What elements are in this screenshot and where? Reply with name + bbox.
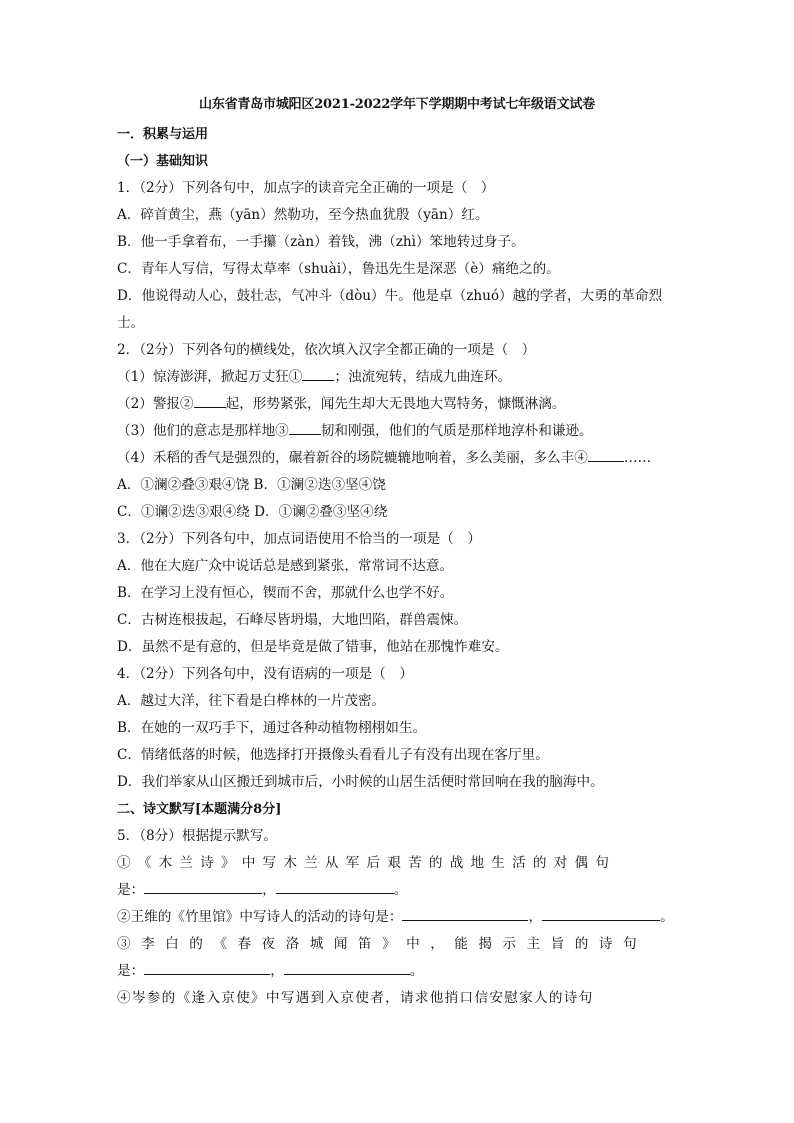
item-text: ②王维的《竹里馆》中写诗人的活动的诗句是： xyxy=(117,909,403,925)
subsection-heading: （一）基础知识 xyxy=(117,154,209,169)
punctuation: ， xyxy=(528,909,543,925)
punctuation: ， xyxy=(270,963,284,979)
question-5-item-1-answer xyxy=(117,877,677,904)
question-4-stem: 4．（2分）下列各句中，没有语病的一项是（ ） xyxy=(117,666,413,682)
question-2-sentence-1 xyxy=(117,364,677,391)
question-2-sentence-4 xyxy=(117,445,677,472)
answer-blank[interactable] xyxy=(276,879,394,894)
punctuation: 。 xyxy=(409,963,424,979)
question-5-stem: 5．（8分）根据提示默写。 xyxy=(117,828,278,844)
question-1-option-d-cont: 士。 xyxy=(117,315,145,331)
sentence-text: 起，形势紧张，闻先生却大无畏地大骂特务，慷慨淋漓。 xyxy=(225,396,566,412)
answer-blank[interactable] xyxy=(542,906,660,921)
exam-page xyxy=(117,96,677,1012)
question-1-option-d: D．他说得动人心，鼓壮志，气冲斗（dòu）牛。他是卓（zhuó）越的学者，大勇的革命烈 xyxy=(117,288,663,304)
question-4-option-c: C．情绪低落的时候，他选择打开摄像头看看儿子有没有出现在客厅里。 xyxy=(117,747,549,763)
sentence-text: 韧和刚强，他们的气质是那样地淳朴和谦逊。 xyxy=(320,423,593,439)
question-5-item-2 xyxy=(117,904,677,931)
question-4-option-b: B．在她的一双巧手下，通过各种动植物栩栩如生。 xyxy=(117,720,427,736)
sentence-text: （2）警报② xyxy=(117,396,194,412)
sentence-text: ；浊流宛转，结成九曲连环。 xyxy=(334,369,512,385)
question-5-item-1 xyxy=(117,850,677,877)
answer-blank[interactable] xyxy=(588,447,624,462)
question-2-sentence-2 xyxy=(117,391,677,418)
punctuation: 。 xyxy=(660,909,674,925)
question-2-options-cd: C．①谰②迭③艰④绕 D．①谰②叠③坚④绕 xyxy=(117,504,388,520)
punctuation: ， xyxy=(262,882,276,898)
question-5-item-3-answer xyxy=(117,958,677,985)
question-5-item-4 xyxy=(117,985,677,1012)
question-1-option-a: A．碎首黄尘，燕（yān）然勒功，至今热血犹殷（yān）红。 xyxy=(117,207,489,223)
punctuation: 。 xyxy=(393,882,408,898)
question-2-options-ab: A．①澜②叠③艰④饶 B．①澜②迭③坚④饶 xyxy=(117,477,386,493)
sentence-text: （4）禾稻的香气是强烈的，碾着新谷的场院辘辘地响着，多么美丽，多么丰④ xyxy=(117,450,588,466)
answer-blank[interactable] xyxy=(289,420,321,435)
answer-blank[interactable] xyxy=(402,906,528,921)
question-3-option-d: D．虽然不是有意的，但是毕竟是做了错事，他站在那愧怍难安。 xyxy=(117,639,509,655)
section-heading-1: 一．积累与运用 xyxy=(117,127,209,142)
question-1-option-b: B．他一手拿着布，一手攥（zàn）着钱，沸（zhì）笨地转过身子。 xyxy=(117,234,525,250)
item-text: ③李白的《春夜洛城闻笛》中，能揭示主旨的诗句 xyxy=(117,936,648,952)
item-text: 是： xyxy=(117,882,145,898)
item-text: ①《木兰诗》中写木兰从军后艰苦的战地生活的对偶句 xyxy=(117,855,617,871)
item-text: ④岑参的《逢入京使》中写遇到入京使者，请求他捎口信安慰家人的诗句 xyxy=(117,990,594,1006)
answer-blank[interactable] xyxy=(144,879,262,894)
item-text: 是： xyxy=(117,963,145,979)
question-2-stem: 2．（2分）下列各句的横线处，依次填入汉字全都正确的一项是（ ） xyxy=(117,342,536,358)
question-3-option-c: C．古树连根拔起，石峰尽皆坍塌，大地凹陷，群兽震悚。 xyxy=(117,612,468,628)
answer-blank[interactable] xyxy=(302,366,334,381)
question-4-option-a: A．越过大洋，往下看是白桦林的一片茂密。 xyxy=(117,693,386,709)
sentence-text: （1）惊涛澎湃，掀起万丈狂① xyxy=(117,369,303,385)
question-1-stem: 1．（2分）下列各句中，加点字的读音完全正确的一项是（ ） xyxy=(117,180,495,196)
question-4-option-d: D．我们举家从山区搬迁到城市后，小时候的山居生活便时常回响在我的脑海中。 xyxy=(117,774,604,790)
question-3-option-b: B．在学习上没有恒心，锲而不舍，那就什么也学不好。 xyxy=(117,585,454,601)
question-5-item-3 xyxy=(117,931,677,958)
answer-blank[interactable] xyxy=(144,960,270,975)
sentence-text: （3）他们的意志是那样地③ xyxy=(117,423,289,439)
answer-blank[interactable] xyxy=(194,393,226,408)
section-heading-2: 二、诗文默写[本题满分8分] xyxy=(117,802,282,817)
question-2-sentence-3 xyxy=(117,418,677,445)
sentence-text: …… xyxy=(623,450,652,466)
answer-blank[interactable] xyxy=(284,960,410,975)
question-1-option-c: C．青年人写信，写得太草率（shuài），鲁迅先生是深恶（è）痛绝之的。 xyxy=(117,261,560,277)
exam-title: 山东省青岛市城阳区2021-2022学年下学期期中考试七年级语文试卷 xyxy=(199,97,595,112)
question-3-option-a: A．他在大庭广众中说话总是感到紧张，常常词不达意。 xyxy=(117,558,454,574)
question-3-stem: 3．（2分）下列各句中，加点词语使用不恰当的一项是（ ） xyxy=(117,531,481,547)
